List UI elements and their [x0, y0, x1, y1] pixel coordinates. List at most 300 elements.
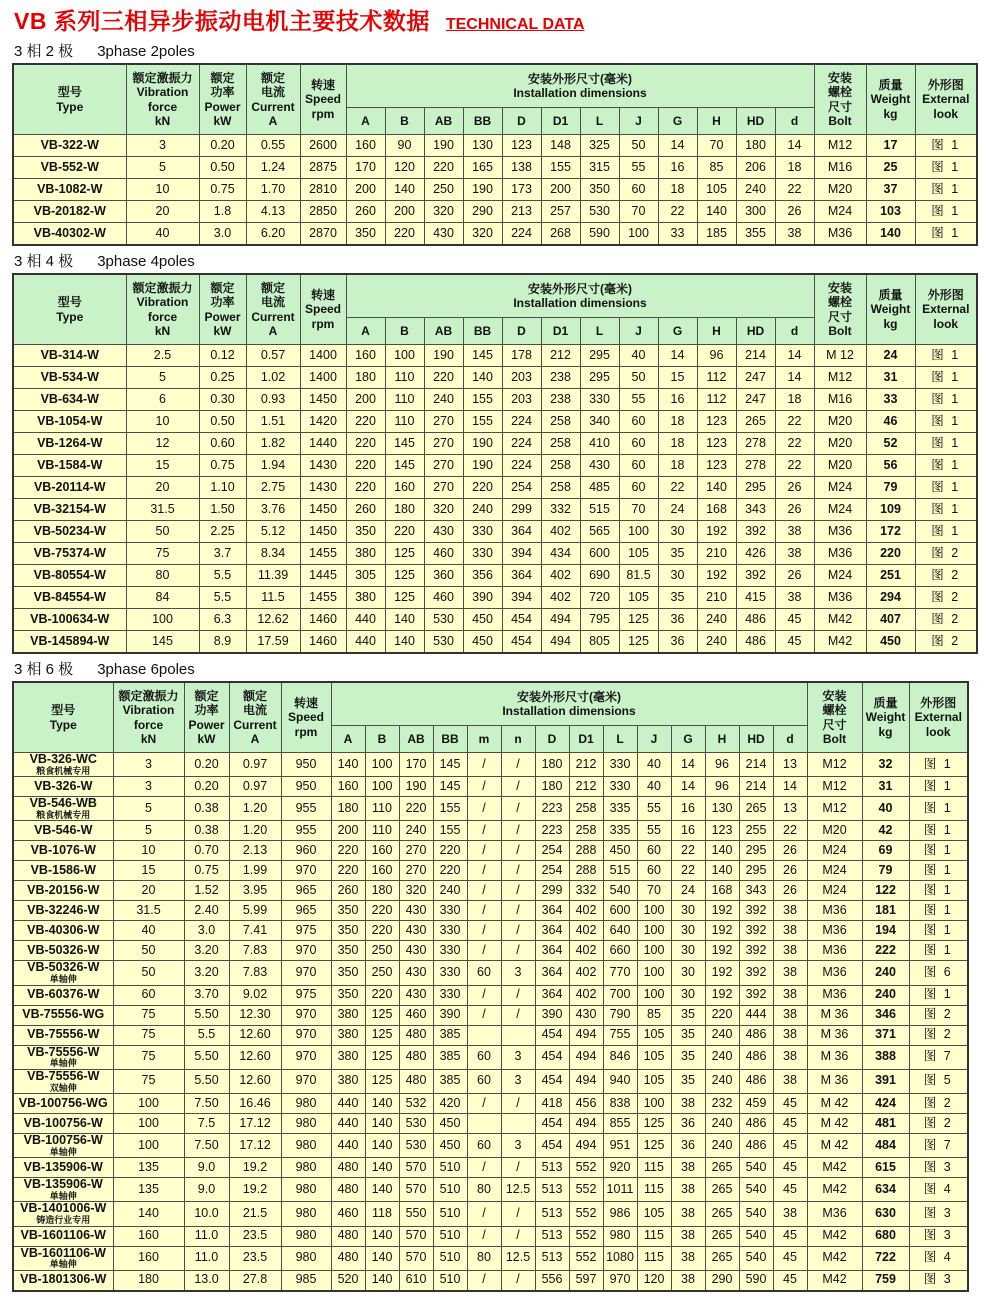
section-heading-en: 3phase 2poles: [97, 43, 195, 60]
type-cell: [13, 631, 126, 654]
bolt-cell: M42: [814, 631, 866, 654]
dim-cell: 480: [331, 1226, 365, 1246]
dim-cell: 180: [365, 881, 399, 901]
dim-cell: 38: [671, 1202, 705, 1226]
speed-cell: 1400: [300, 345, 346, 367]
look-cell: 图 1: [909, 985, 968, 1005]
dim-cell: 332: [569, 881, 603, 901]
bolt-cell: M 12: [814, 345, 866, 367]
model-name: VB-100756-W: [23, 1133, 103, 1147]
dim-cell: 45: [773, 1093, 807, 1113]
dim-cell: 214: [736, 345, 775, 367]
power-cell: 9.0: [184, 1158, 229, 1178]
bolt-col-header: 安装 螺栓 尺寸 Bolt: [814, 274, 866, 345]
dim-cell: 100: [619, 223, 658, 246]
bolt-cell: M36: [814, 587, 866, 609]
speed-cell: 1455: [300, 543, 346, 565]
install-dims-col-header: 安装外形尺寸(毫米) Installation dimensions: [346, 64, 814, 108]
dim-cell: 494: [541, 631, 580, 654]
type-cell: [13, 157, 126, 179]
model-subtype-label: 单轴伸: [49, 1146, 77, 1157]
dim-cell: 180: [346, 367, 385, 389]
dim-col-header: L: [603, 726, 637, 753]
dim-cell: 278: [736, 455, 775, 477]
current-cell: 1.24: [246, 157, 300, 179]
weight-cell: 194: [862, 921, 909, 941]
force-cell: 100: [113, 1113, 184, 1133]
power-cell: 0.50: [199, 157, 246, 179]
dim-cell: 450: [433, 1113, 467, 1133]
look-cell: 图 1: [915, 135, 977, 157]
dim-cell: 38: [671, 1246, 705, 1270]
model-name: VB-100756-WG: [18, 1095, 108, 1110]
dim-cell: /: [467, 1270, 501, 1291]
weight-cell: 56: [866, 455, 915, 477]
dim-cell: 70: [619, 499, 658, 521]
dim-cell: 444: [739, 1005, 773, 1025]
type-cell: [13, 753, 113, 777]
dim-cell: 100: [619, 521, 658, 543]
dim-cell: 430: [399, 985, 433, 1005]
dim-cell: 315: [580, 157, 619, 179]
bolt-cell: M20: [807, 821, 862, 841]
dim-cell: 510: [433, 1270, 467, 1291]
dim-cell: 420: [433, 1093, 467, 1113]
dim-cell: 320: [424, 499, 463, 521]
dim-cell: 16: [658, 157, 697, 179]
dim-cell: 402: [541, 521, 580, 543]
power-cell: 13.0: [184, 1270, 229, 1291]
dim-cell: 140: [365, 1246, 399, 1270]
dim-cell: 148: [541, 135, 580, 157]
table-row: [13, 565, 977, 587]
dim-cell: /: [501, 1202, 535, 1226]
dim-cell: 125: [637, 1133, 671, 1157]
power-cell: 0.25: [199, 367, 246, 389]
dim-cell: 26: [773, 861, 807, 881]
model-subtype-label: 单轴伸: [49, 974, 77, 985]
speed-cell: 975: [281, 921, 331, 941]
dim-cell: /: [501, 753, 535, 777]
power-cell: 3.0: [199, 223, 246, 246]
bolt-cell: M42: [807, 1246, 862, 1270]
dim-cell: 26: [775, 499, 814, 521]
dim-cell: 380: [331, 1025, 365, 1045]
current-cell: 0.97: [229, 753, 281, 777]
dim-cell: 36: [658, 631, 697, 654]
dim-cell: 590: [580, 223, 619, 246]
dim-cell: 394: [502, 587, 541, 609]
dim-cell: 288: [569, 841, 603, 861]
model-name: VB-50234-W: [33, 523, 106, 538]
dim-cell: 240: [705, 1133, 739, 1157]
dim-cell: 18: [658, 179, 697, 201]
dim-cell: 33: [658, 223, 697, 246]
dim-cell: 454: [502, 631, 541, 654]
table-header: [13, 274, 977, 345]
model-name: VB-1264-W: [37, 435, 103, 450]
dim-cell: 486: [736, 631, 775, 654]
dim-cell: 600: [603, 901, 637, 921]
model-name: VB-75556-W: [27, 1069, 100, 1083]
dim-cell: 45: [773, 1133, 807, 1157]
dim-cell: 60: [467, 1045, 501, 1069]
look-cell: 图 2: [909, 1025, 968, 1045]
dim-cell: /: [467, 1202, 501, 1226]
speed-cell: 965: [281, 901, 331, 921]
dim-cell: 223: [535, 797, 569, 821]
model-name: VB-135906-W: [23, 1159, 103, 1174]
dim-cell: 720: [580, 587, 619, 609]
bolt-cell: M36: [807, 941, 862, 961]
dim-cell: 220: [424, 157, 463, 179]
dim-cell: 440: [331, 1093, 365, 1113]
dim-cell: 240: [705, 1113, 739, 1133]
dim-cell: /: [501, 797, 535, 821]
force-cell: 31.5: [126, 499, 199, 521]
weight-cell: 52: [866, 433, 915, 455]
speed-cell: 980: [281, 1113, 331, 1133]
speed-cell: 970: [281, 1069, 331, 1093]
dim-cell: 390: [433, 1005, 467, 1025]
type-cell: [13, 499, 126, 521]
dim-cell: 50: [619, 135, 658, 157]
weight-cell: 240: [862, 961, 909, 985]
dim-cell: 268: [541, 223, 580, 246]
dim-col-header: n: [501, 726, 535, 753]
dim-cell: /: [501, 1270, 535, 1291]
speed-cell: 2870: [300, 223, 346, 246]
weight-cell: 79: [862, 861, 909, 881]
look-cell: 图 1: [915, 201, 977, 223]
table-section: [12, 250, 988, 654]
power-cell: 1.50: [199, 499, 246, 521]
current-cell: 1.82: [246, 433, 300, 455]
dim-cell: 260: [346, 499, 385, 521]
section-heading: [14, 40, 988, 61]
model-name: VB-75556-W: [27, 1045, 100, 1059]
weight-cell: 630: [862, 1202, 909, 1226]
dim-cell: 12.5: [501, 1246, 535, 1270]
dim-cell: 330: [603, 777, 637, 797]
type-cell: [13, 1202, 113, 1226]
table-row: [13, 861, 968, 881]
weight-cell: 388: [862, 1045, 909, 1069]
dim-cell: 26: [773, 881, 807, 901]
dim-cell: /: [501, 841, 535, 861]
look-cell: 图 1: [915, 411, 977, 433]
dim-cell: 112: [697, 389, 736, 411]
force-cell: 15: [126, 455, 199, 477]
dim-cell: 450: [463, 631, 502, 654]
bolt-col-header: 安装 螺栓 尺寸 Bolt: [807, 682, 862, 753]
dim-cell: 540: [739, 1246, 773, 1270]
dim-cell: 330: [603, 753, 637, 777]
dim-cell: [467, 1113, 501, 1133]
dim-cell: /: [467, 1158, 501, 1178]
bolt-cell: M12: [807, 797, 862, 821]
dim-cell: 112: [697, 367, 736, 389]
power-cell: 0.75: [199, 455, 246, 477]
table-body: [13, 345, 977, 654]
dim-cell: 540: [739, 1178, 773, 1202]
type-cell: [13, 565, 126, 587]
current-cell: 2.13: [229, 841, 281, 861]
dim-cell: 224: [502, 411, 541, 433]
dim-cell: 80: [467, 1178, 501, 1202]
dim-cell: 96: [705, 777, 739, 797]
dim-cell: 38: [773, 1025, 807, 1045]
bolt-cell: M42: [807, 1178, 862, 1202]
current-cell: 1.70: [246, 179, 300, 201]
speed-cell: 950: [281, 753, 331, 777]
look-cell: 图 2: [915, 587, 977, 609]
dim-cell: 402: [569, 961, 603, 985]
dim-cell: 45: [773, 1226, 807, 1246]
dim-col-header: D1: [541, 318, 580, 345]
dim-cell: 55: [637, 797, 671, 821]
force-cell: 20: [113, 881, 184, 901]
speed-cell: 960: [281, 841, 331, 861]
dim-cell: 168: [705, 881, 739, 901]
dim-cell: 60: [619, 477, 658, 499]
force-cell: 100: [113, 1093, 184, 1113]
model-name: VB-75556-WG: [22, 1007, 105, 1022]
dim-cell: 214: [739, 777, 773, 797]
dim-col-header: J: [619, 108, 658, 135]
speed-cell: 965: [281, 881, 331, 901]
dim-cell: 123: [697, 411, 736, 433]
look-cell: 图 3: [909, 1158, 968, 1178]
dim-cell: 265: [739, 797, 773, 821]
dim-cell: 40: [619, 345, 658, 367]
current-cell: 17.12: [229, 1133, 281, 1157]
table-row: [13, 157, 977, 179]
dim-cell: 100: [637, 921, 671, 941]
bolt-cell: M12: [807, 777, 862, 797]
dim-cell: 1080: [603, 1246, 637, 1270]
dim-cell: 590: [739, 1270, 773, 1291]
dim-cell: 192: [705, 921, 739, 941]
dim-cell: 3: [501, 1045, 535, 1069]
table-row: [13, 985, 968, 1005]
dim-cell: /: [467, 777, 501, 797]
dim-cell: 240: [736, 179, 775, 201]
dim-cell: 50: [619, 367, 658, 389]
bolt-cell: M36: [814, 223, 866, 246]
weight-cell: 25: [866, 157, 915, 179]
dim-cell: 13: [773, 797, 807, 821]
force-col-header: 额定激振力 Vibration force kN: [126, 64, 199, 135]
dim-cell: 402: [541, 565, 580, 587]
dim-cell: 70: [637, 881, 671, 901]
dim-cell: 364: [502, 521, 541, 543]
look-cell: 图 1: [915, 521, 977, 543]
model-name: VB-634-W: [40, 391, 99, 406]
dim-cell: /: [501, 901, 535, 921]
table-row: [13, 367, 977, 389]
table-row: [13, 1113, 968, 1133]
dim-cell: 130: [463, 135, 502, 157]
force-cell: 40: [126, 223, 199, 246]
dim-cell: 380: [331, 1069, 365, 1093]
current-cell: 7.41: [229, 921, 281, 941]
dim-cell: 36: [658, 609, 697, 631]
bolt-cell: M 36: [807, 1025, 862, 1045]
dim-cell: 265: [705, 1158, 739, 1178]
dim-cell: 295: [580, 367, 619, 389]
weight-cell: 24: [866, 345, 915, 367]
type-cell: [13, 961, 113, 985]
speed-cell: 2875: [300, 157, 346, 179]
dim-cell: 22: [773, 821, 807, 841]
dim-cell: [501, 1113, 535, 1133]
dim-cell: 970: [603, 1270, 637, 1291]
power-cell: 5.50: [184, 1005, 229, 1025]
dim-cell: 22: [775, 433, 814, 455]
dim-cell: 552: [569, 1246, 603, 1270]
current-cell: 11.5: [246, 587, 300, 609]
speed-cell: 980: [281, 1246, 331, 1270]
speed-cell: 980: [281, 1226, 331, 1246]
dim-cell: 450: [603, 841, 637, 861]
force-cell: 140: [113, 1202, 184, 1226]
bolt-cell: M42: [807, 1226, 862, 1246]
current-cell: 3.95: [229, 881, 281, 901]
dim-cell: 299: [535, 881, 569, 901]
dim-cell: 160: [385, 477, 424, 499]
dim-cell: 320: [424, 201, 463, 223]
dim-cell: 45: [773, 1113, 807, 1133]
weight-cell: 407: [866, 609, 915, 631]
power-col-header: 额定 功率 Power kW: [184, 682, 229, 753]
dim-cell: 265: [705, 1246, 739, 1270]
dim-cell: 200: [541, 179, 580, 201]
dim-cell: 320: [399, 881, 433, 901]
bolt-cell: M36: [807, 961, 862, 985]
model-name: VB-50326-W: [27, 960, 100, 975]
dim-cell: 160: [346, 345, 385, 367]
model-subtype-label: 粮食机械专用: [36, 765, 91, 776]
bolt-cell: M36: [814, 521, 866, 543]
dim-cell: 192: [705, 961, 739, 985]
model-subtype-label: 单轴伸: [49, 1190, 77, 1201]
dim-cell: 105: [619, 587, 658, 609]
dim-cell: 426: [736, 543, 775, 565]
bolt-cell: M42: [807, 1158, 862, 1178]
model-name: VB-1601106-W: [20, 1228, 106, 1243]
power-cell: 0.20: [199, 135, 246, 157]
dim-cell: 986: [603, 1202, 637, 1226]
table-row: [13, 1025, 968, 1045]
dim-cell: 100: [637, 961, 671, 985]
dim-cell: 160: [346, 135, 385, 157]
type-cell: [13, 1226, 113, 1246]
dim-cell: 26: [775, 201, 814, 223]
dim-cell: 60: [637, 861, 671, 881]
dim-cell: 258: [541, 411, 580, 433]
power-cell: 3.70: [184, 985, 229, 1005]
power-cell: 0.12: [199, 345, 246, 367]
weight-cell: 294: [866, 587, 915, 609]
power-cell: 5.5: [184, 1025, 229, 1045]
dim-cell: 510: [433, 1226, 467, 1246]
dim-cell: 200: [385, 201, 424, 223]
dim-cell: 40: [637, 777, 671, 797]
power-cell: 0.75: [184, 861, 229, 881]
bolt-cell: M42: [814, 609, 866, 631]
force-cell: 75: [113, 1069, 184, 1093]
dim-cell: 220: [331, 841, 365, 861]
dim-cell: /: [501, 985, 535, 1005]
table-row: [13, 901, 968, 921]
speed-cell: 1455: [300, 587, 346, 609]
dim-cell: 454: [535, 1069, 569, 1093]
speed-cell: 2810: [300, 179, 346, 201]
dim-cell: 145: [433, 753, 467, 777]
dim-cell: 430: [580, 455, 619, 477]
model-name: VB-20156-W: [27, 883, 100, 897]
dim-cell: 392: [739, 985, 773, 1005]
dim-cell: 22: [775, 179, 814, 201]
speed-cell: 1460: [300, 609, 346, 631]
table-row: [13, 1226, 968, 1246]
dim-cell: 480: [399, 1025, 433, 1045]
dim-cell: 14: [775, 345, 814, 367]
type-cell: [13, 861, 113, 881]
dim-cell: 454: [535, 1113, 569, 1133]
table-row: [13, 1178, 968, 1202]
dim-cell: /: [501, 821, 535, 841]
table-row: [13, 135, 977, 157]
weight-cell: 17: [866, 135, 915, 157]
dim-cell: 22: [658, 477, 697, 499]
dim-cell: 265: [705, 1202, 739, 1226]
dim-cell: 494: [569, 1113, 603, 1133]
force-col-header: 额定激振力 Vibration force kN: [126, 274, 199, 345]
dim-cell: 402: [569, 941, 603, 961]
table-row: [13, 411, 977, 433]
weight-cell: 391: [862, 1069, 909, 1093]
dim-cell: 200: [346, 389, 385, 411]
table-row: [13, 1005, 968, 1025]
table-row: [13, 961, 968, 985]
dim-cell: 846: [603, 1045, 637, 1069]
table-row: [13, 1158, 968, 1178]
model-name: VB-1586-W: [30, 863, 96, 877]
dim-cell: 22: [775, 455, 814, 477]
dim-cell: 540: [739, 1158, 773, 1178]
type-cell: [13, 901, 113, 921]
dim-cell: 450: [463, 609, 502, 631]
dim-cell: 24: [671, 881, 705, 901]
dim-cell: 100: [637, 1093, 671, 1113]
model-name: VB-1801306-W: [20, 1272, 107, 1287]
model-name: VB-100756-W: [23, 1115, 103, 1130]
look-cell: 图 1: [909, 921, 968, 941]
weight-cell: 42: [862, 821, 909, 841]
dim-cell: 240: [424, 389, 463, 411]
table-row: [13, 941, 968, 961]
dim-cell: 140: [385, 631, 424, 654]
dim-cell: 278: [736, 433, 775, 455]
dim-cell: 140: [331, 753, 365, 777]
dim-cell: /: [467, 1005, 501, 1025]
dim-cell: 125: [365, 1045, 399, 1069]
dim-cell: 364: [502, 565, 541, 587]
force-cell: 50: [113, 941, 184, 961]
dim-cell: 570: [399, 1226, 433, 1246]
